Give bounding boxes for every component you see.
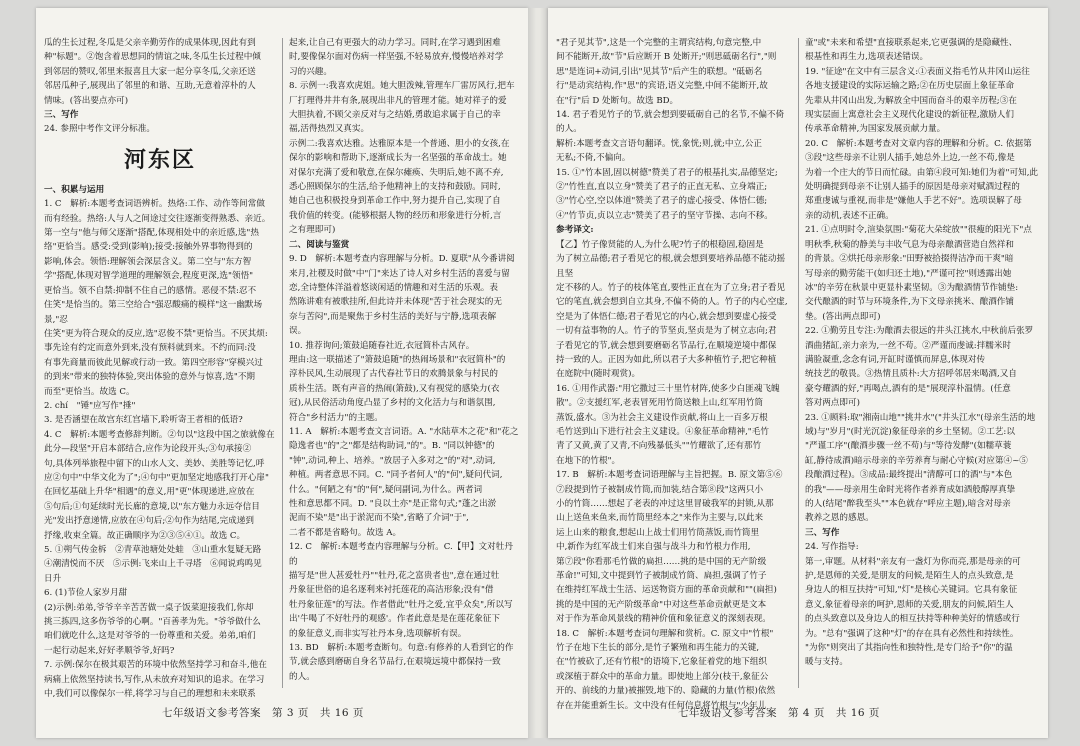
answer-line: 然陈讲难有被歌挂所,但此诗并未体现"苦于社会现实的无 xyxy=(289,297,502,308)
answer-line: (2)示例:弟弟,爷爷辛辛苦苦做一桌子饭菜迎接我们,你却 xyxy=(44,602,254,613)
answer-line: 的背景。②烘托母亲形象:"田野被拾掇得洁净而干爽"暗 xyxy=(805,254,1014,265)
answer-line: 统技艺的敬畏。③热情且质朴:大方招呼邻居来喝酒,又自 xyxy=(805,369,1017,380)
answer-line: 在维持红军战士生活、运送物资方面的革命贡献和""(扁担) xyxy=(556,585,777,596)
answer-line: 18. C 解析:本题考查词句理解和赏析。C. 原文中"竹根" xyxy=(556,628,774,639)
answer-line: 句,具体列举旅程中留下的山水人文、美妙、美胜等记忆,呼 xyxy=(44,458,265,469)
answer-line: 处明确提到母亲不让别人插手的原因是母亲对赋酒过程的 xyxy=(805,182,1020,193)
answer-line: 无私;不倚,不偏向。 xyxy=(556,153,631,164)
answer-line: ③"竹心空,空以体道"赞美了君子的虚心接受、体悟仁德; xyxy=(556,196,768,207)
answer-line: 13. BD 解析:本题考查断句。句意:有修养的人看到它的作 xyxy=(289,643,514,654)
answer-line: ⑦段提到竹子被制成竹筒,而加装,结合第⑧段"这两只小 xyxy=(556,484,764,495)
answer-line: 缸,静待成酒)暗示母亲的辛劳养育与耐心守候(对应第④~⑤ xyxy=(805,455,1028,466)
translation-line: 定不移的人。竹子的枝体笔直,要性正直在为了立身;君子看见 xyxy=(556,282,786,293)
section-heading: 二、阅读与鉴赏 xyxy=(289,239,350,250)
answer-line: 而有经验。热络:人与人之间途过交往逐渐变得熟悉、亲近。 xyxy=(44,213,271,224)
answer-line: 革命!"可知,文中提到竹子被制成竹筒、扁担,强调了竹子 xyxy=(556,571,767,582)
answer-line: 毛竹送到山下进行社会主义建设。④象征革命精神,"毛竹 xyxy=(556,426,769,437)
answer-line: 为着一个庄大的节日而忙碌。由第④段可知:她们为着"可知,此 xyxy=(805,167,1039,178)
answer-line: 24. 写作指导: xyxy=(805,542,859,553)
answer-line: ②"竹性直,直以立身"赞美了君子的正直无私、立身端正; xyxy=(556,182,768,193)
answer-line: 的人(结尾"醉我至头""本色就存"呼应主题),暗含对母亲 xyxy=(805,499,1011,509)
answer-line: 第⑦段"你看那毛竹做的扁担……挑的是中国的无产阶级 xyxy=(556,556,767,567)
answer-line: 质朴生活。既有声音的热闹(箫鼓),又有视觉的感染力(衣 xyxy=(289,383,500,394)
answer-line: 4. C 解析:本题考查修辞判断。②句以"这段中国之旅就像在 xyxy=(44,429,275,440)
answer-line: 淳朴民风,生动展现了古代春社节日的欢腾景象与村民的 xyxy=(289,369,498,380)
answer-line: 现实层面上寓意社会主义现代化建设的新征程,激励人们 xyxy=(805,110,1014,121)
answer-line: 理由:这一联描述了"箫鼓追随"的热闹场景和"衣冠简朴"的 xyxy=(289,354,506,365)
section-heading: 三、写作 xyxy=(805,527,840,538)
answer-line: 域)与"岁月"(时光沉淀)象征母亲的乡土坚韧。②工艺:以 xyxy=(805,426,1015,437)
column-1 xyxy=(44,36,276,700)
answer-line: 12. C 解析:本题考查内容理解与分析。C.【甲】文对牡丹的 xyxy=(289,542,513,567)
book-gutter xyxy=(528,8,548,738)
answer-line: 对保尔充满了爱和敬意,在保尔瘫痪、失明后,她不离不弃, xyxy=(289,167,504,178)
answer-line: 福,活得热烈又真实。 xyxy=(289,124,370,135)
section-heading: 一、积累与运用 xyxy=(44,184,105,195)
answer-line: 17. B 解析:本题考查词语理解与主旨把握。B. 原文第⑤⑥ xyxy=(556,470,783,481)
answer-line: 22. ①勤劳且专注:为酿酒去很远的井头江挑水,中秋前后张罗 xyxy=(805,326,1034,337)
answer-line: 的到来"带来的独特体验,突出体验的意外与惊喜,选"不期 xyxy=(44,372,256,383)
answer-line: 大胆执着,不顾父亲反对与之结婚,勇敢追求属于自己的幸 xyxy=(289,110,501,121)
answer-line: 各地支援建设的实际运输之路;②在历史层面上象征革命 xyxy=(805,81,1015,92)
answer-line: 交代酿酒的时节与环境条件,为下文母亲挑米、酿酒作铺 xyxy=(805,297,1014,308)
answer-line: 11. A 解析:本题考查文言词语。A. "水陆草木之花"和"花之 xyxy=(289,426,519,437)
answer-line: 挑三拣四,这多伤爷爷的心啊。"百善孝为先。"爷爷做什么 xyxy=(44,617,261,628)
answer-line: 思"是连词+动词,引出"见其节"后产生的联想。"砥砺名 xyxy=(556,66,763,77)
answer-line: 此分—段坚"开启本部结合,应作为论段开头;③句承接② xyxy=(44,444,252,455)
answer-line: 示例二:我喜欢达雅。达雅原本是一个普通、胆小的女孩,在 xyxy=(289,138,510,149)
answer-line: 光"发出抒意递情,应放在④句后;②句作为结尾,完成递到 xyxy=(44,516,254,527)
answer-line: 恋,全诗整体洋溢着悠谈闲适的情趣和对生活的乐观。表 xyxy=(289,282,498,293)
answer-line: 时,要像保尔面对伤病一样坚强,不轻易放弃,慢慢培养对学 xyxy=(289,52,504,63)
answer-page-3 xyxy=(36,8,528,738)
answer-line: 符合"乡村活力"的主题。 xyxy=(289,412,383,423)
answer-line: 而至"更恰当。故选 C。 xyxy=(44,386,135,397)
answer-line: 抒缘,收束全篇。故正确顺序为②③⑤④①。故选 C。 xyxy=(44,530,246,541)
answer-line: 满脸凝重,念念有词,开缸时谨慎而屏息,体现对传 xyxy=(805,354,986,365)
answer-line: 豪夸耀酒的好,"再喝点,酒有的是"展现淳朴温情。(任意 xyxy=(805,383,1011,394)
answer-line: 丹象征世俗的追名逐利来衬托莲花的高洁形象;没有"借 xyxy=(289,585,494,596)
answer-line: 应②句中"中华文化为了";④句中"更加坚定地感我打开心扉" xyxy=(44,472,269,483)
answer-line: 山上送鱼来鱼来,而竹筒里经本之"来作为主要与,以此来 xyxy=(556,513,764,524)
page-footer: 七年级语文参考答案 第 3 页 共 16 页 xyxy=(162,707,364,719)
answer-line: 在"行"后 D 处断句。故选 BD。 xyxy=(556,95,679,106)
answer-line: 20. C 解析:本题考查对文章内容的理解和分析。C. 依据第 xyxy=(805,138,1032,149)
answer-line: ④潮清悦而不厌 ⑤示例:飞来山上千寻塔 ⑥闻说鸡鸣见 xyxy=(44,559,262,570)
answer-line: 24. 参照中考作文评分标准。 xyxy=(44,124,155,135)
answer-line: 二者不都是省略句。故选 A。 xyxy=(289,527,402,538)
answer-line: 病痛上依然坚持读书,写作,从未放弃对知识的追求。在学习 xyxy=(44,674,265,685)
answer-line: 21. ①点明时令,渲染氛围:"菊花大朵绽放""很瘦的阳光下"点 xyxy=(805,225,1032,236)
answer-line: 在"竹被砍了,还有竹根"的语境下,它象征着党的地下组织 xyxy=(556,657,768,668)
answer-line: 种植。两者意思不同。C. "同予者何人"的"何",疑问代词, xyxy=(289,470,503,481)
answer-line: 悉心照顾保尔的生活,给予他精神上的支持和鼓励。同时, xyxy=(289,182,501,193)
column-divider xyxy=(282,38,283,688)
translation-line: 一切有益事物的人。竹子的节坚贞,坚贞是为了树立志向;君 xyxy=(556,326,777,337)
answer-line: 挑的是中国的无产阶级革命"中对这些革命贡献更是文本 xyxy=(556,599,767,610)
answer-line: 什么。"何陋之有"的"何",疑问副词,为什么。两者词 xyxy=(289,484,483,495)
translation-line: 持一致的人。正因为如此,所以君子大多种植竹子,把它种植 xyxy=(556,354,777,365)
answer-line: 咱们就吃什么,这是对爷爷的一份尊重和关爱。弟弟,咱们 xyxy=(44,631,256,642)
answer-line: 的点头致意以及身边人的相互扶持等种种美好的情感或行 xyxy=(805,614,1020,625)
answer-line: 之有理即可) xyxy=(289,225,336,236)
region-title: 河东区 xyxy=(123,146,196,173)
answer-line: 在回忆基础上升华"相遇"的意义,用"更"体现递进,应放在 xyxy=(44,487,255,498)
answer-line: 泥而不染"是"出于淤泥而不染",省略了介词"于", xyxy=(289,513,469,524)
answer-line: 传承革命精神,为国家发展贡献力量。 xyxy=(805,124,946,135)
answer-line: 或深植于群众中的革命力量。即使地上部分(枝干,象征公 xyxy=(556,671,769,682)
answer-line: ③段"这些母亲不让别人插手,她总外上边,一丝不苟,像是 xyxy=(805,153,1015,164)
answer-line: 身边人的相互扶持"可知,"灯"是核心关键词。它具有象征 xyxy=(805,585,1018,596)
answer-line: 影响,体会。领悟:理解领会深层含义。第二空与"东方智 xyxy=(44,256,252,267)
answer-line: 她自己也积极投身到革命工作中,努力提升自己,实现了自 xyxy=(289,196,501,207)
answer-line: 小的竹筒……想起了老表的冲过这里冒破我军的封锁,从那 xyxy=(556,499,774,509)
answer-line: 9. D 解析:本题考查内容理解与分析。D. 夏联"从今番讲阅 xyxy=(289,254,515,265)
answer-page-4 xyxy=(548,8,1048,738)
answer-line: "君子见其节",这是一个完整的主谓宾结构,句意完整,中 xyxy=(556,38,762,48)
answer-line: 一起行动起来,好好孝顺爷爷,好吗? xyxy=(44,645,175,656)
answer-line: 牡丹象征莲"的写法。作者借此"牡丹之爱,宜乎众矣",所以写 xyxy=(289,599,513,610)
answer-line: ④"竹节贞,贞以立志"赞美了君子的坚守节操、志向不移。 xyxy=(556,210,773,221)
answer-line: 到邻居的赞叹,邻里来报喜且大家一起分享冬瓜,父亲还送 xyxy=(44,66,256,77)
answer-line: 8. 示例一:我喜欢虎姐。她大胆泼辣,管理车厂雷厉风行,把车 xyxy=(289,81,515,92)
answer-line: 明秋季,秋菊的静美与丰收气息为母亲酿酒营造自然祥和 xyxy=(805,239,1014,250)
answer-line: 护,是恩师的关爱,是朋友的问候,是陌生人的点头致意,是 xyxy=(805,571,1014,582)
translation-line: 【乙】竹子像贤能的人,为什么呢?竹子的根稳固,稳固是 xyxy=(556,239,764,250)
answer-line: 住笑"是恰当的。第三空给合"强忍酸痛的模样"这一幽默场景,"忍 xyxy=(44,300,263,325)
answer-line: 2. chí "锤"应写作"捶" xyxy=(44,400,136,411)
column-divider xyxy=(798,38,799,688)
answer-line: 描写是"世人甚爱牡丹""牡丹,花之富贵者也",意在通过牡 xyxy=(289,571,500,582)
answer-line: 情味。(答出要点亦可) xyxy=(44,95,129,106)
answer-line: 7. 示例:保尔在极其艰苦的环境中依然坚持学习和奋斗,他在 xyxy=(44,660,267,671)
answer-line: 开的、前线的力量)被摧毁,地下的、隐藏的力量(竹根)依然 xyxy=(556,686,776,697)
answer-line: 有事先商量而彼此见解或行动一致。第四空形容"穿模兴过 xyxy=(44,357,263,368)
answer-line: 3. 是否涵望在故宫东红宫墙下,聆听寄王者相的低语? xyxy=(44,415,243,426)
answer-line: 保尔的影响和帮助下,逐渐成长为一名坚强的革命战士。她 xyxy=(289,153,507,164)
answer-line: 10. 推荐询问;策鼓追随春社近,衣冠简朴古风存。 xyxy=(289,340,475,351)
translation-line: 为了树立品德;君子看见它的根,就会想到要培养品德不能动摇且坚 xyxy=(556,254,786,279)
answer-line: 垫。(答出两点即可) xyxy=(805,311,881,322)
answer-line: 教养之恩的感恩。 xyxy=(805,513,874,524)
answer-line: 为。"总有"强调了这种"灯"的存在具有必然性和持续性。 xyxy=(805,628,1019,639)
answer-line: 种"标题"。②饱含着思想同的情谊之味,冬瓜生长过程中倾 xyxy=(44,52,261,63)
answer-line: 6. (1)节俭人家岁月甜 xyxy=(44,588,128,599)
answer-line: 性和意思都不同。D. "良以土亦"是正常句式;"蓬之出淤 xyxy=(289,499,497,509)
answer-line: 答对两点即可) xyxy=(805,398,860,409)
translation-line: 子看见它的节,就会想到要磨砺名节品行,在顺境逆境中都保 xyxy=(556,340,777,351)
translation-line: 在庭院中(随时观赏)。 xyxy=(556,369,641,380)
answer-line: 第一,审题。从材料"亲友有一盏灯为你而亮,那是母亲的可 xyxy=(805,556,1021,567)
answer-line: 冰"的辛劳在秋景中更显朴素坚韧。③为酿酒情节作铺垫: xyxy=(805,282,1019,293)
answer-line: 来月,社稷及时做"中"门"来达了诗人对乡村生活的喜爱与留 xyxy=(289,268,510,279)
answer-line: 瓜的生长过程,冬瓜是父亲辛勤劳作的成果体现,因此有到 xyxy=(44,38,256,48)
answer-line: 16. ①用作武器:"用它撒过三十里竹材阵,使多少白匪魂飞魄 xyxy=(556,383,780,394)
answer-line: 童"或"未来和希望"直接联系起来,它更强调的是隐藏性、 xyxy=(805,38,1018,48)
answer-line: 在地下的竹根"。 xyxy=(556,455,621,466)
answer-line: 23. ①顾料:取"湘南山地""挑井水"("井头江水"(母亲生活的地 xyxy=(805,412,1036,423)
answer-line: 隐逸者也"的"之"都是结构助词,"的"。B. "同以钟德"的 xyxy=(289,441,495,452)
answer-line: 中,我们可以像保尔一样,将学习与自己的理想和未来联系 xyxy=(44,689,256,700)
answer-line: "为你"则突出了其指向性和独特性,是专门给予"你"的温 xyxy=(805,643,1013,654)
answer-line: 冠),从民俗活动角度凸显了乡村的文化活力与和谐氛围, xyxy=(289,398,496,409)
answer-line: 日升 xyxy=(44,573,62,584)
translation-line: 空是为了体悟仁德;君子看见它的内心,就会想到要虚心接受 xyxy=(556,311,777,322)
column-4 xyxy=(805,36,1041,686)
section-heading: 参考译文: xyxy=(556,225,594,236)
section-heading: 三、写作 xyxy=(44,110,79,121)
answer-line: 写母亲的勤劳能干(如归还土地),"严谨可控"则透露出她 xyxy=(805,268,1012,279)
answer-line: 5. ①朔气传金柝 ②青草池塘处处蛙 ③山重水复疑无路 xyxy=(44,545,262,555)
answer-line: 厂打理得井井有条,展现出非凡的管理才能。她对祥子的爱 xyxy=(289,95,507,106)
answer-line: ⑤句后;①句延续时光长廊的意境,以"东方魅力永远夺信目 xyxy=(44,501,260,512)
answer-line: 蒸饭,盛水。③为社会主义建设作贡献,将山上一百多万根 xyxy=(556,412,768,423)
answer-line: 先辈从井冈山出发,为解放全中国而奋斗的艰辛历程;③在 xyxy=(805,95,1017,106)
answer-line: 19. "征途"在文中有三层含义:①表面义指毛竹从井冈山运往 xyxy=(805,66,1030,77)
answer-line: 的象征意义,而非实写社丹本身,选项解析有误。 xyxy=(289,628,467,639)
answer-line: 住笑"更为符合现众的反应,选"忍俊不禁"更恰当。不厌其烦: xyxy=(44,328,268,339)
column-2 xyxy=(289,36,521,686)
answer-line: 误。 xyxy=(289,326,307,337)
answer-line: 行"是动宾结构,作"思"的宾语,语义完整,中间不能断开,故 xyxy=(556,81,768,92)
answer-line: 郑重虔诚与重视,而非是"嫌他人手艺不好"。选项误解了母 xyxy=(805,196,1022,207)
answer-line: 散"。②支援红军,老表冒死用竹筒送粮上山,红军用竹筒 xyxy=(556,398,764,409)
answer-line: 暖与支持。 xyxy=(805,657,848,668)
answer-line: 络"更恰当。感受:受到(影响);接受:接触外界事物得到的 xyxy=(44,242,253,253)
answer-line: 运上山来的粮食,想起山上战士们用竹筒蒸饭,而竹筒里 xyxy=(556,527,760,538)
answer-line: 14. 君子看见竹子的节,就会想到要砥砺自己的名节,不偏不倚的人。 xyxy=(556,110,785,135)
answer-line: 解析:本题考查文言语句翻译。恍,象恍;则,就;中立,公正 xyxy=(556,138,762,149)
answer-line: 段酿酒过程)。③成品:最终提出"清醇可口的酒"与"本色 xyxy=(805,470,1013,481)
answer-line: "钟",动词,种上、培养。"放居子入多对之"的"对",动词, xyxy=(289,455,496,466)
answer-line: 的人。 xyxy=(289,671,315,682)
answer-line: 存在并能重新生长。文中没有任何信息将竹根与"少年儿 xyxy=(556,700,767,711)
translation-line: 它的笔直,就会想到自立其身,不偏不倚的人。竹子的内心空虚, xyxy=(556,297,788,308)
answer-line: 第一空与"他与师父逐渐"搭配,体现相处中的亲近感,选"热 xyxy=(44,228,259,239)
answer-line: 学"搭配,体现对智学道理的理解领会,程度更深,选"领悟" xyxy=(44,271,254,282)
answer-line: 出'牛喝了不好牡丹的观感'。作者此意是是在莲花象征下 xyxy=(289,614,500,625)
answer-line: 起来,让自己有更强大的动力学习。同时,在学习遇到困难 xyxy=(289,38,501,48)
answer-line: 对于作为革命风景线的精神价值和象征意义的深刻表现。 xyxy=(556,614,771,625)
answer-line: 更恰当。领不自禁:抑制不住自己的感情。恶侵不禁:忍不 xyxy=(44,285,257,296)
answer-line: 事先诠有约定而意外到来,没有预料就到来。不约而同:没 xyxy=(44,343,256,354)
answer-line: 习的兴趣。 xyxy=(289,66,332,77)
answer-line: 意义,象征着母亲的呵护,恩师的关爱,朋友的问候,陌生人 xyxy=(805,599,1014,610)
answer-line: 的我"——母亲用生命时光将作者养育成如酒般醇厚真挚 xyxy=(805,484,1016,495)
answer-line: 我价值的转变。(能够根据人物的经历和形象进行分析,言 xyxy=(289,210,502,221)
answer-line: 竹子在地下生长的部分,是竹子繁殖和再生能力的关键, xyxy=(556,643,760,654)
answer-line: 节,就会感到磨砺自身名节品行,在艰境远境中都保持一致 xyxy=(289,657,501,668)
column-3 xyxy=(556,36,792,711)
answer-line: 根基性和再生力,选项表述错误。 xyxy=(805,52,929,63)
answer-line: 1. C 解析:本题考查词语辨析。热烙:工作、动作等间常做 xyxy=(44,199,265,210)
answer-line: 间不能断开,故"节"后应断开 B 处断开;"则思砥砺名行","则 xyxy=(556,52,777,63)
answer-line: 青了又黄,黄了又青,不向残暴低头""竹耀欲了,还有那竹 xyxy=(556,441,762,452)
answer-line: 酒曲猪缸,亲力亲为,一丝不苟。②严谨而虔诚:拌糯米时 xyxy=(805,340,1012,351)
answer-line: 亲的动机,表述不正确。 xyxy=(805,210,894,221)
answer-line: 中,新作为红军战士们来自强与战斗力和竹根力作用, xyxy=(556,542,751,553)
answer-line: 奈与苦闷",而是聚焦于乡村生活的美好与宁静,选项表解 xyxy=(289,311,497,322)
answer-line: 邻居瓜种子,展现出了邻里的和谐、互助,无意着淳朴的人 xyxy=(44,81,256,92)
page-footer: 七年级语文参考答案 第 4 页 共 16 页 xyxy=(678,707,880,719)
answer-line: 15. ①"竹本固,固以树德"赞美了君子的根基扎实,品德坚定; xyxy=(556,167,778,178)
answer-line: "严谨工序"(酿酒步骤一丝不苟)与"等待发酵"(如糯草蓑 xyxy=(805,441,1012,452)
